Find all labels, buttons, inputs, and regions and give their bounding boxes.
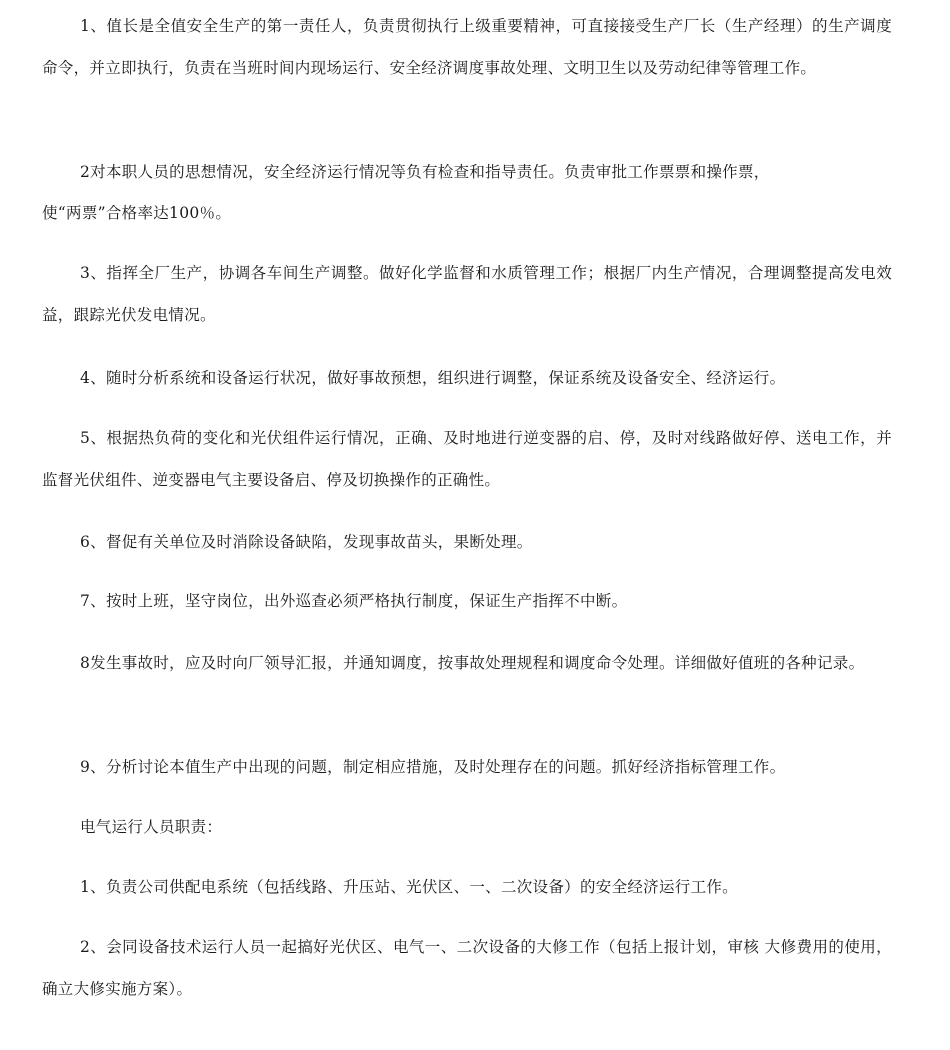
electrical-duty-1: 1、负责公司供配电系统（包括线路、升压站、光伏区、一、二次设备）的安全经济运行工作。 [80, 878, 738, 896]
paragraph-8: 8发生事故时，应及时向厂领导汇报，并通知调度，按事故处理规程和调度命令处理。详细做好值班的各种记录。 [80, 654, 865, 672]
paragraph-3: 3、指挥全厂生产，协调各车间生产调整。做好化学监督和水质管理工作；根据厂内生产情况，合理调整提高发电效益，跟踪光伏发电情况。 [42, 264, 892, 324]
electrical-duty-2: 2、会同设备技术运行人员一起搞好光伏区、电气一、二次设备的大修工作（包括上报计划，审核 大修费用的使用，确立大修实施方案）。 [42, 938, 892, 998]
section-heading-electrical-staff: 电气运行人员职责： [80, 818, 223, 836]
paragraph-1: 1、值长是全值安全生产的第一责任人，负责贯彻执行上级重要精神，可直接接受生产厂长（生产经理）的生产调度命令，并立即执行，负责在当班时间内现场运行、安全经济调度事故处理、文明卫生以及劳动纪律等管理工作。 [42, 17, 892, 77]
paragraph-2: 2对本职人员的思想情况，安全经济运行情况等负有检查和指导责任。负责审批工作票票和操作票， [80, 163, 770, 181]
paragraph-5: 5、根据热负荷的变化和光伏组件运行情况，正确、及时地进行逆变器的启、停，及时对线路做好停、送电工作，并监督光伏组件、逆变器电气主要设备启、停及切换操作的正确性。 [42, 429, 892, 489]
paragraph-4: 4、随时分析系统和设备运行状况，做好事故预想，组织进行调整，保证系统及设备安全、经济运行。 [80, 369, 786, 387]
paragraph-9: 9、分析讨论本值生产中出现的问题，制定相应措施，及时处理存在的问题。抓好经济指标管理工作。 [80, 758, 786, 776]
paragraph-7: 7、按时上班，坚守岗位，出外巡查必须严格执行制度，保证生产指挥不中断。 [80, 592, 628, 610]
paragraph-2-continued: 使“两票”合格率达100％。 [42, 204, 232, 222]
paragraph-6: 6、督促有关单位及时消除设备缺陷，发现事故苗头，果断处理。 [80, 533, 533, 551]
